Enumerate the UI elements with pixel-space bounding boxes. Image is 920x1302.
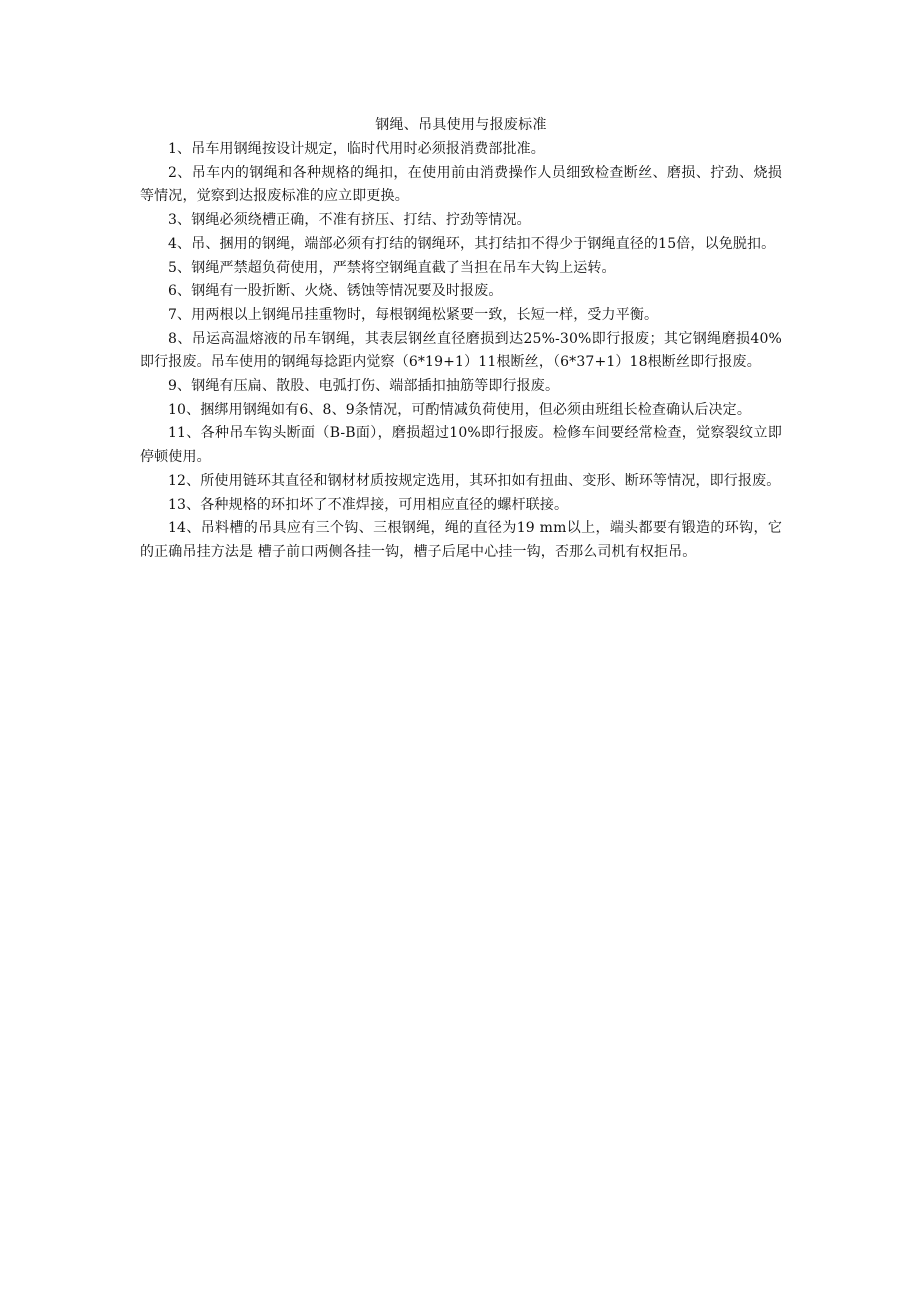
clause-2: 2、吊车内的钢绳和各种规格的绳扣，在使用前由消费操作人员细致检查断丝、磨损、拧劲、烧损等情况，觉察到达报废标准的应立即更换。	[140, 164, 782, 205]
clause-1: 1、吊车用钢绳按设计规定，临时代用时必须报消费部批准。	[168, 141, 545, 157]
document-body	[140, 113, 782, 565]
clause-12: 12、所使用链环其直径和钢材材质按规定选用，其环扣如有扭曲、变形、断环等情况，即行报废。	[168, 472, 781, 489]
clause-6: 6、钢绳有一股折断、火烧、锈蚀等情况要及时报废。	[168, 283, 503, 300]
clause-13: 13、各种规格的环扣坏了不准焊接，可用相应直径的螺杆联接。	[168, 496, 569, 513]
clause-10: 10、捆绑用钢绳如有6、8、9条情况，可酌情减负荷使用，但必须由班组长检查确认后决定。	[168, 401, 751, 418]
document-title: 钢绳、吊具使用与报废标准	[375, 117, 547, 133]
clause-4: 4、吊、捆用的钢绳，端部必须有打结的钢绳环，其打结扣不得少于钢绳直径的15倍，以免脱扣。	[168, 235, 776, 252]
clause-3: 3、钢绳必须绕槽正确，不准有挤压、打结、拧劲等情况。	[168, 212, 531, 229]
clause-11: 11、各种吊车钩头断面（B-B面），磨损超过10%即行报废。检修车间要经常检查，觉察裂纹立即停顿使用。	[140, 425, 782, 466]
clause-7: 7、用两根以上钢绳吊挂重物时，每根钢绳松紧要一致，长短一样，受力平衡。	[168, 306, 659, 323]
clause-14: 14、吊料槽的吊具应有三个钩、三根钢绳，绳的直径为19 mm以上，端头都要有锻造的环钩，它的正确吊挂方法是 槽子前口两侧各挂一钩，槽子后尾中心挂一钩，否那么司机有权拒吊。	[140, 520, 782, 560]
clause-5: 5、钢绳严禁超负荷使用，严禁将空钢绳直截了当担在吊车大钩上运转。	[168, 259, 616, 276]
clause-8: 8、吊运高温熔液的吊车钢绳，其表层钢丝直径磨损到达25%-30%即行报废；其它钢绳磨损40%即行报废。吊车使用的钢绳每捻距内觉察（6*19+1）11根断丝，（6*37+1）18根断丝即行报废。	[140, 330, 782, 371]
clause-9: 9、钢绳有压扁、散股、电弧打伤、端部插扣抽筋等即行报废。	[168, 378, 560, 395]
